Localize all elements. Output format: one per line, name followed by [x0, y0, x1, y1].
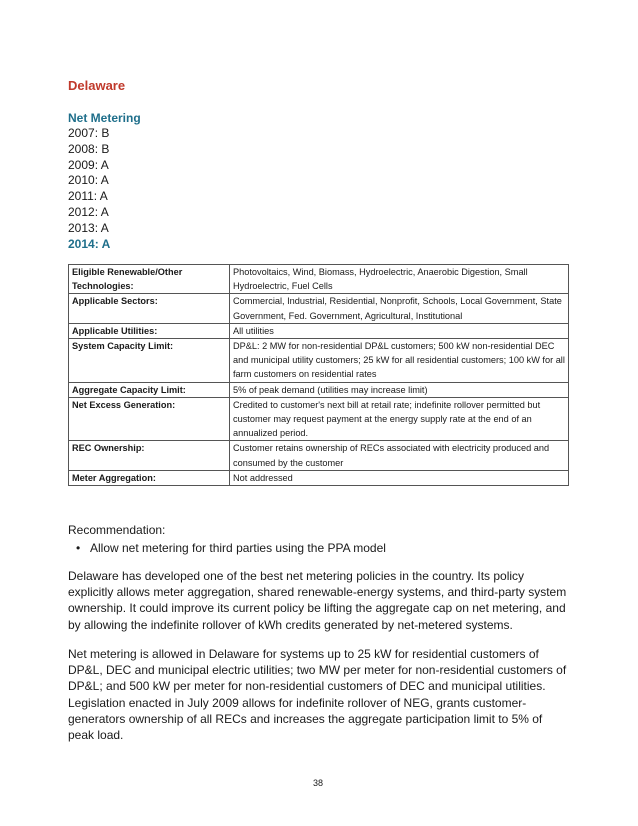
row-value: All utilities [230, 323, 569, 338]
recommendation-block [68, 522, 386, 556]
recommendation-list [68, 540, 386, 556]
grade-line: 2007: B [68, 126, 110, 140]
body-paragraph: Delaware has developed one of the best net metering policies in the country. Its policy explicitly allows meter aggregation, shared renewable-energy systems, and third-party system ownership. It could improve its current policy be lifting the aggregate cap on net metering, and by allowing the indefinite rollover of kWh credits generated by net-metered systems. [68, 569, 567, 632]
grade-line: 2013: A [68, 220, 109, 235]
state-title: Delaware [68, 78, 126, 93]
row-label: Eligible Renewable/Other Technologies: [69, 265, 230, 294]
table-row [69, 339, 569, 383]
recommendation-heading: Recommendation: [68, 523, 166, 537]
body-paragraph: Net metering is allowed in Delaware for systems up to 25 kW for residential customers of DP&L, DEC and municipal electric utilities; two MW per meter for non-residential customers of DP&L; and 500 kW per meter for non-residential customers of DEC and municipal utilities. Legislation enacted in July 2009 allows for indefinite rollover of NEG, grants customer-generators ownership of all RECs and increases the aggregate participation limit to 5% of peak load. [68, 647, 567, 743]
row-value: Credited to customer's next bill at retail rate; indefinite rollover permitted but customer may request payment at the energy supply rate at the end of an annualized period. [230, 397, 569, 441]
section-title: Net Metering [68, 111, 141, 125]
row-value: Customer retains ownership of RECs associated with electricity produced and consumed by the customer [230, 441, 569, 470]
list-item [76, 540, 386, 556]
grade-line: 2011: A [68, 189, 108, 204]
table-row [69, 382, 569, 397]
row-value: Not addressed [230, 470, 569, 485]
table-row [69, 294, 569, 323]
row-label: Aggregate Capacity Limit: [69, 382, 230, 397]
grade-history [68, 126, 110, 252]
grade-line: 2008: B [68, 141, 110, 156]
recommendation-text: Allow net metering for third parties using the PPA model [90, 541, 386, 555]
row-value: Photovoltaics, Wind, Biomass, Hydroelectric, Anaerobic Digestion, Small Hydroelectric, Fuel Cells [230, 265, 569, 294]
row-label: Applicable Sectors: [69, 294, 230, 323]
table-row [69, 397, 569, 441]
row-label: REC Ownership: [69, 441, 230, 470]
row-label: Meter Aggregation: [69, 470, 230, 485]
grade-line-current: 2014: A [68, 236, 111, 251]
row-label: System Capacity Limit: [69, 339, 230, 383]
table-row [69, 441, 569, 470]
grade-line: 2010: A [68, 173, 109, 188]
row-value: Commercial, Industrial, Residential, Nonprofit, Schools, Local Government, State Government, Fed. Government, Agricultural, Institutional [230, 294, 569, 323]
row-value: DP&L: 2 MW for non-residential DP&L customers; 500 kW non-residential DEC and municipal utility customers; 25 kW for all residential customers; 100 kW for all farm customers on residential rates [230, 339, 569, 383]
policy-table [68, 264, 569, 486]
bullet-icon: • [76, 541, 81, 555]
row-label: Applicable Utilities: [69, 323, 230, 338]
grade-line: 2012: A [68, 204, 109, 219]
table-row [69, 323, 569, 338]
grade-line: 2009: A [68, 157, 109, 172]
table-row [69, 265, 569, 294]
page-number: 38 [312, 778, 323, 788]
row-label: Net Excess Generation: [69, 397, 230, 441]
table-row [69, 470, 569, 485]
row-value: 5% of peak demand (utilities may increase limit) [230, 382, 569, 397]
